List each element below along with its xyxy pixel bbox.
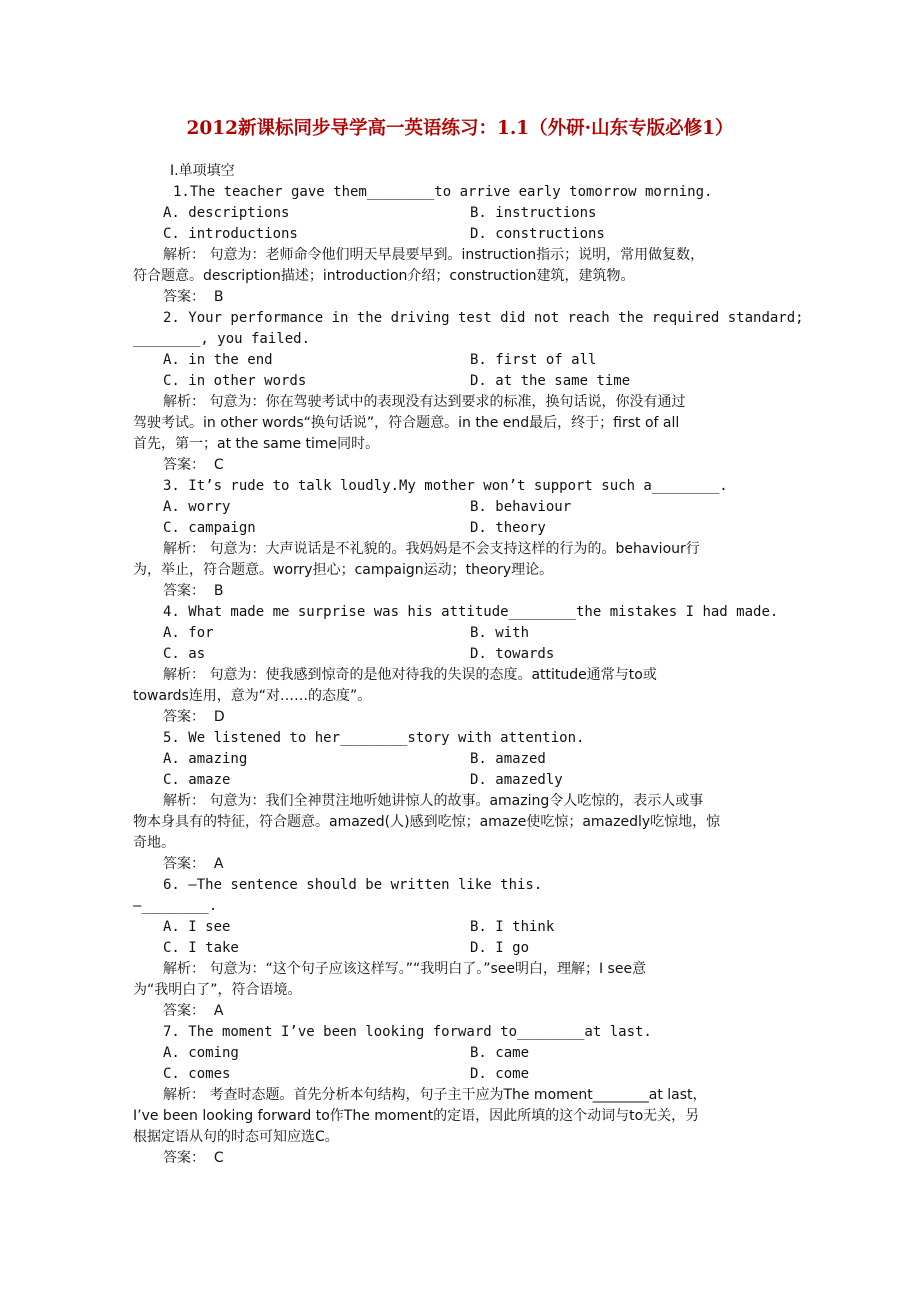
analysis-text: 物本身具有的特征，符合题意。amazed(人)感到吃惊；amaze使吃惊；amazedly吃惊地，惊 bbox=[133, 814, 721, 830]
analysis-text: 为，举止，符合题意。worry担心；campaign运动；theory理论。 bbox=[133, 562, 554, 578]
answer-option: D. at the same time bbox=[470, 373, 631, 389]
answer-option: A. coming bbox=[163, 1045, 239, 1061]
answer-option: C. introductions bbox=[163, 226, 298, 242]
answer-option: D. amazedly bbox=[470, 772, 563, 788]
answer-option: D. I go bbox=[470, 940, 530, 956]
answer-option: D. come bbox=[470, 1066, 530, 1082]
answer-option: A. worry bbox=[163, 499, 231, 515]
answer-key: 答案： B bbox=[163, 289, 224, 305]
answer-option: A. in the end bbox=[163, 352, 273, 368]
answer-option: B. behaviour bbox=[470, 499, 572, 515]
question-stem: 4. What made me surprise was his attitude________the mistakes I had made. bbox=[163, 604, 779, 620]
answer-option: C. as bbox=[163, 646, 206, 662]
answer-key: 答案： A bbox=[163, 1003, 224, 1019]
answer-option: A. I see bbox=[163, 919, 231, 935]
answer-option: C. campaign bbox=[163, 520, 256, 536]
answer-option: A. descriptions bbox=[163, 205, 290, 221]
analysis-text: 解析： 句意为：大声说话是不礼貌的。我妈妈是不会支持这样的行为的。behaviour行 bbox=[163, 541, 700, 557]
question-stem: ________, you failed. bbox=[133, 331, 311, 347]
answer-key: 答案： A bbox=[163, 856, 224, 872]
analysis-text: 根据定语从句的时态可知应选C。 bbox=[133, 1129, 339, 1145]
analysis-text: 为“我明白了”，符合语境。 bbox=[133, 982, 302, 998]
answer-option: C. I take bbox=[163, 940, 239, 956]
answer-option: D. theory bbox=[470, 520, 546, 536]
answer-option: C. in other words bbox=[163, 373, 307, 389]
answer-option: B. with bbox=[470, 625, 530, 641]
analysis-text: 解析： 句意为：我们全神贯注地听她讲惊人的故事。amazing令人吃惊的，表示人或事 bbox=[163, 793, 704, 809]
analysis-text: 首先，第一；at the same time同时。 bbox=[133, 436, 380, 452]
answer-option: B. first of all bbox=[470, 352, 597, 368]
analysis-text: 解析： 句意为：老师命令他们明天早晨要早到。instruction指示；说明，常用做复数， bbox=[163, 247, 705, 263]
answer-option: C. comes bbox=[163, 1066, 231, 1082]
answer-option: C. amaze bbox=[163, 772, 231, 788]
analysis-text: 奇地。 bbox=[133, 835, 175, 851]
page-title: 2012新课标同步导学高一英语练习：1.1（外研·山东专版必修1） bbox=[186, 118, 734, 139]
answer-key: 答案： B bbox=[163, 583, 224, 599]
analysis-text: 解析： 句意为：使我感到惊奇的是他对待我的失误的态度。attitude通常与to或 bbox=[163, 667, 657, 683]
answer-key: 答案： D bbox=[163, 709, 225, 725]
question-stem: 2. Your performance in the driving test did not reach the required standard; bbox=[163, 310, 804, 326]
analysis-text: 解析： 句意为：你在驾驶考试中的表现没有达到要求的标准，换句话说，你没有通过 bbox=[163, 394, 686, 410]
answer-option: A. for bbox=[163, 625, 214, 641]
answer-option: B. came bbox=[470, 1045, 530, 1061]
question-stem: 3. It’s rude to talk loudly.My mother won’t support such a________. bbox=[163, 478, 728, 494]
analysis-text: towards连用，意为“对……的态度”。 bbox=[133, 688, 372, 704]
answer-key: 答案： C bbox=[163, 1150, 224, 1166]
answer-option: D. constructions bbox=[470, 226, 605, 242]
question-stem: 5. We listened to her________story with attention. bbox=[163, 730, 585, 746]
question-stem: 6. —The sentence should be written like this. bbox=[163, 877, 543, 893]
analysis-text: 解析： 句意为：“这个句子应该这样写。”“我明白了。”see明白，理解；I see意 bbox=[163, 961, 647, 977]
analysis-text: 符合题意。description描述；introduction介绍；construction建筑，建筑物。 bbox=[133, 268, 635, 284]
answer-key: 答案： C bbox=[163, 457, 224, 473]
answer-option: A. amazing bbox=[163, 751, 248, 767]
question-stem: 7. The moment I’ve been looking forward to________at last. bbox=[163, 1024, 652, 1040]
answer-option: B. instructions bbox=[470, 205, 597, 221]
analysis-text: 解析： 考查时态题。首先分析本句结构，句子主干应为The moment________at last， bbox=[163, 1087, 707, 1103]
section-heading: Ⅰ.单项填空 bbox=[170, 163, 235, 179]
question-stem: 1.The teacher gave them________to arrive early tomorrow morning. bbox=[173, 184, 713, 200]
answer-option: D. towards bbox=[470, 646, 555, 662]
answer-option: B. I think bbox=[470, 919, 555, 935]
answer-option: B. amazed bbox=[470, 751, 546, 767]
analysis-text: I’ve been looking forward to作The moment的定语，因此所填的这个动词与to无关，另 bbox=[133, 1108, 700, 1124]
analysis-text: 驾驶考试。in other words“换句话说”，符合题意。in the end最后，终于；first of all bbox=[133, 415, 680, 431]
question-stem: —________. bbox=[133, 898, 218, 914]
